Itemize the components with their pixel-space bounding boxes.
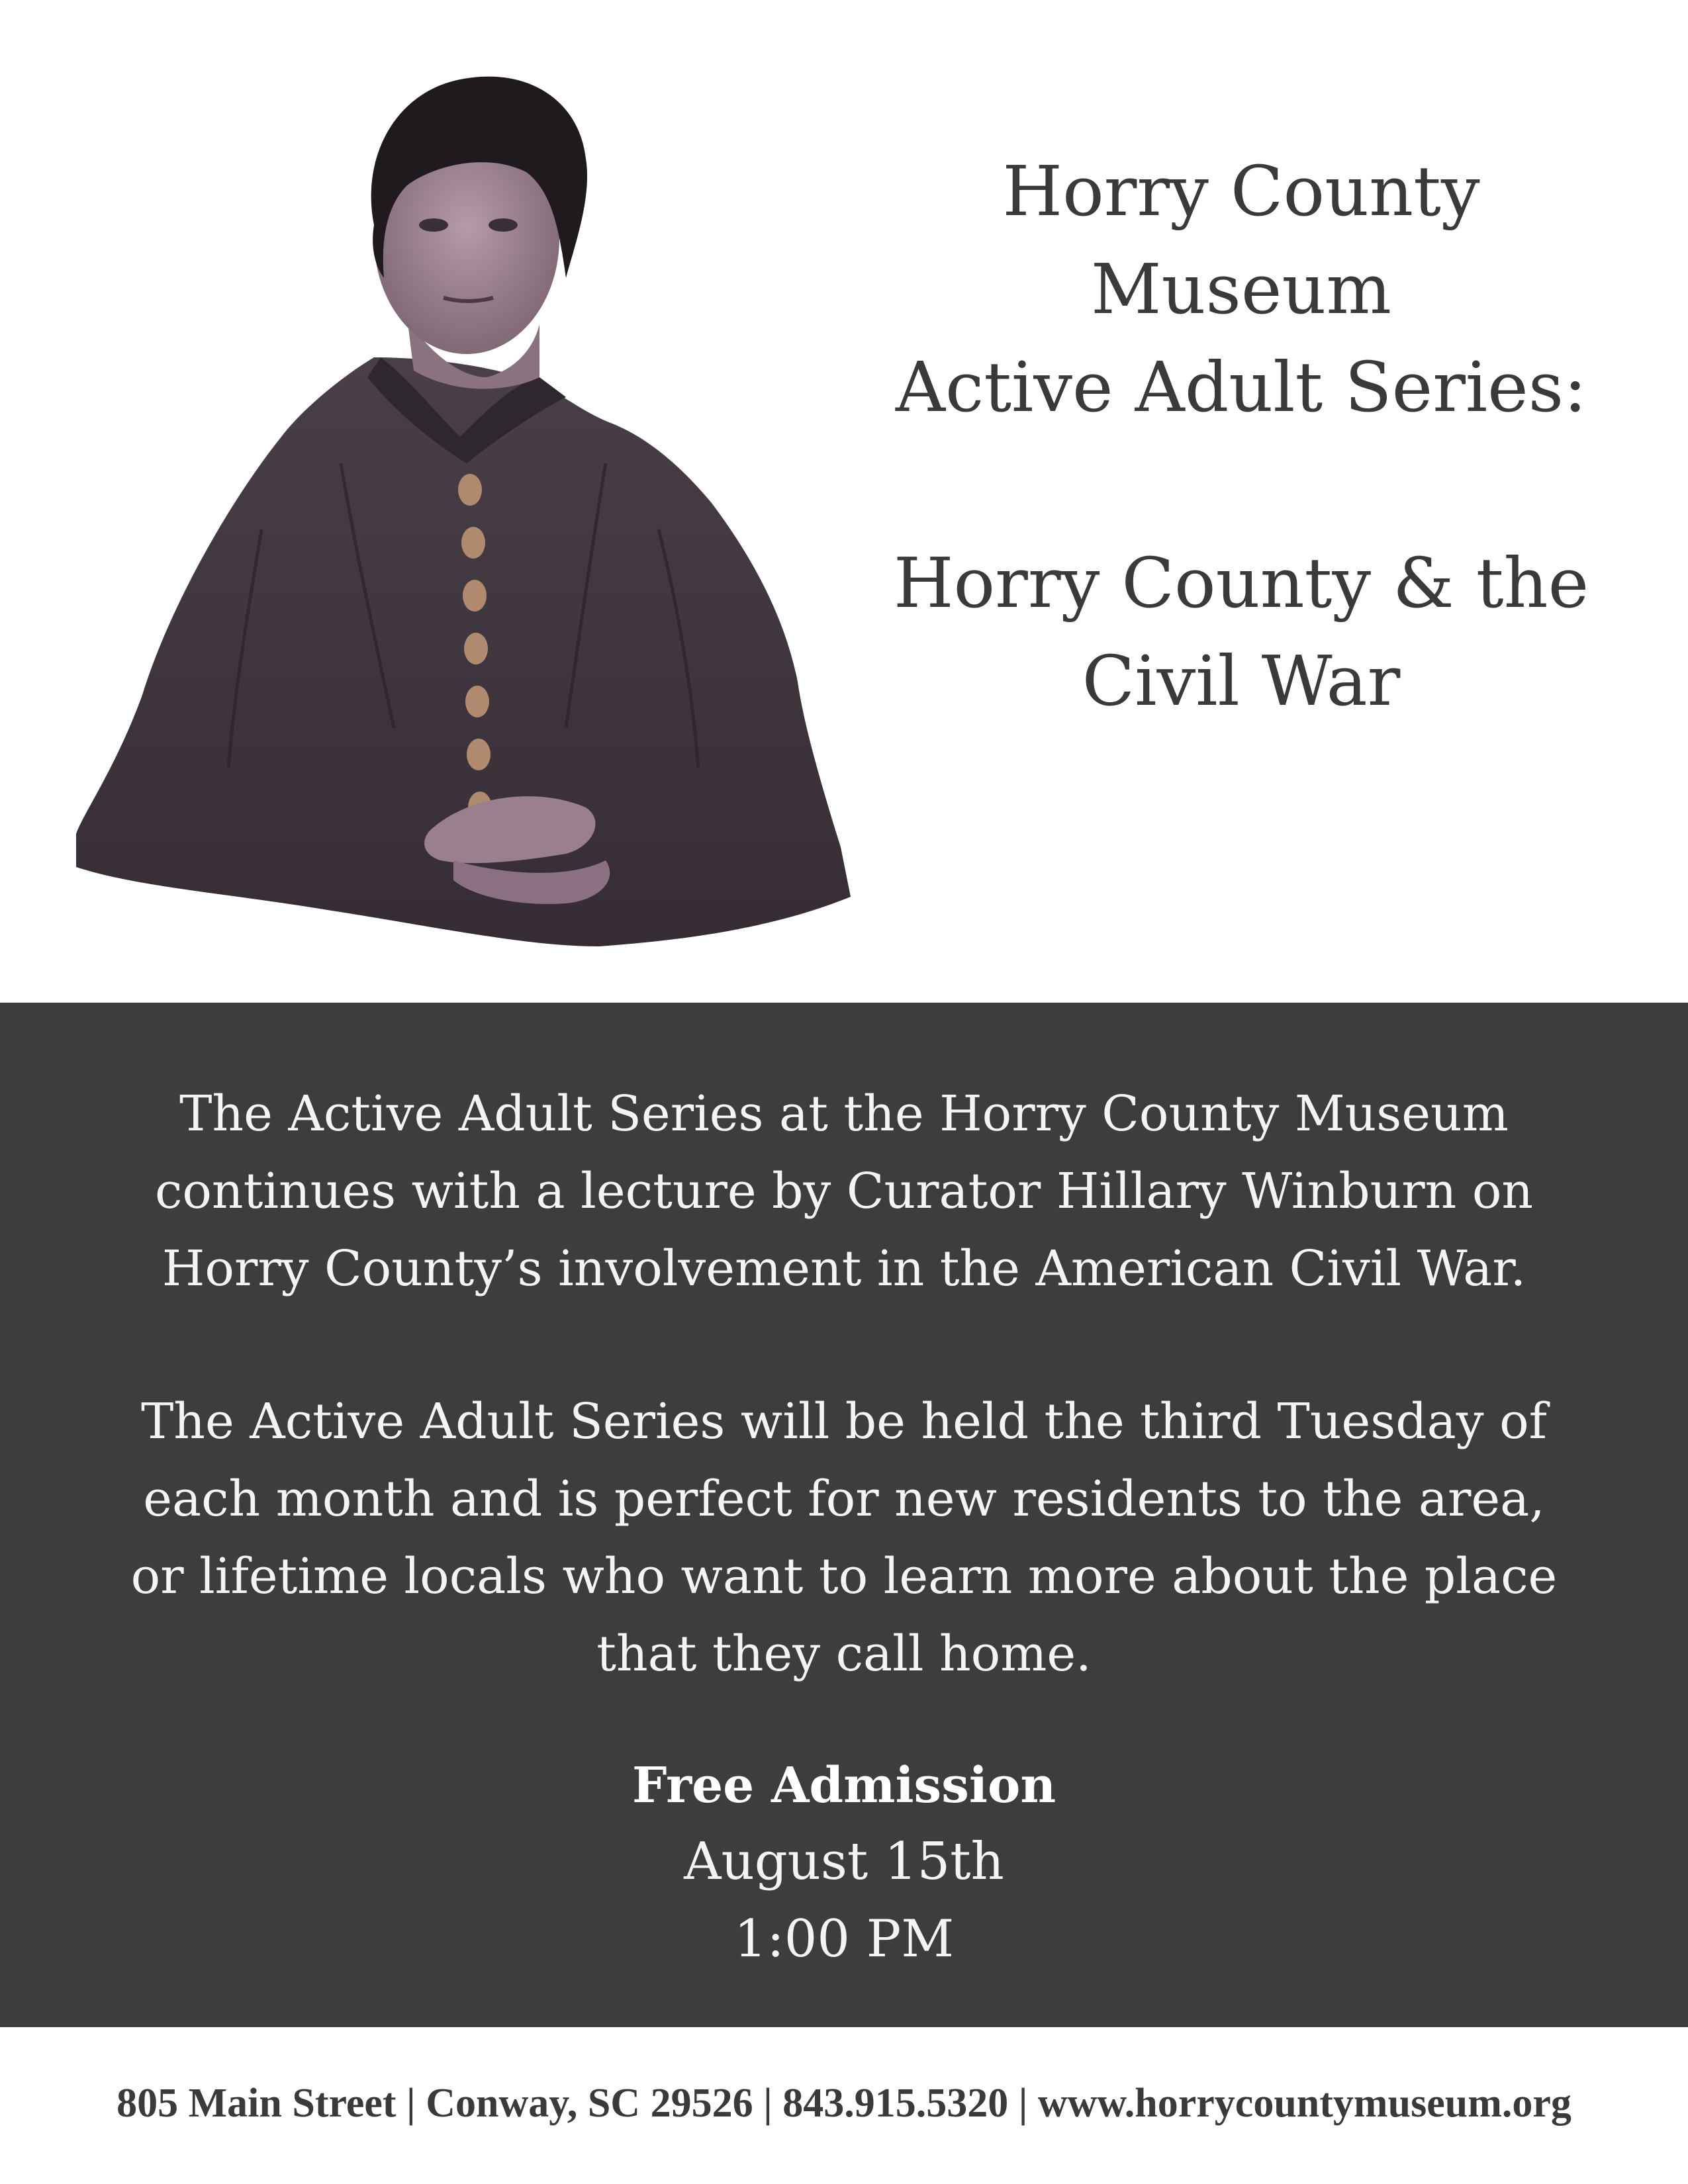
series-description [40,1383,1648,1693]
series-line: each month and is perfect for new residents to the area, [143,1471,1545,1527]
description-line: The Active Adult Series at the Horry County Museum [179,1085,1509,1142]
title-spacer [834,436,1648,534]
title-line-1: Horry County [1002,151,1480,232]
event-date: August 15th [684,1832,1004,1891]
civil-war-soldier-photo-icon [63,66,864,966]
series-line: that they call home. [596,1625,1092,1682]
event-title [834,142,1648,730]
lecture-description [40,1075,1648,1308]
series-line: The Active Adult Series will be held the third Tuesday of [140,1393,1548,1450]
header-section [0,0,1688,1003]
contact-info: 805 Main Street | Conway, SC 29526 | 843.915.5320 | www.horrycountymuseum.org [117,2081,1571,2126]
title-line-3: Active Adult Series: [895,347,1587,428]
free-admission-label: Free Admission [632,1757,1056,1814]
description-line: Horry County’s involvement in the American Civil War. [162,1240,1526,1297]
event-time: 1:00 PM [733,1909,955,1969]
soldier-portrait-image [63,66,864,966]
description-line: continues with a lecture by Curator Hillary Winburn on [154,1163,1534,1220]
subtitle-line-1: Horry County & the [893,543,1589,623]
event-details-band [0,1003,1688,2027]
footer [0,2027,1688,2184]
subtitle-line-2: Civil War [1082,641,1401,721]
title-line-2: Museum [1091,249,1391,330]
series-line: or lifetime locals who want to learn more about the place [130,1548,1558,1605]
